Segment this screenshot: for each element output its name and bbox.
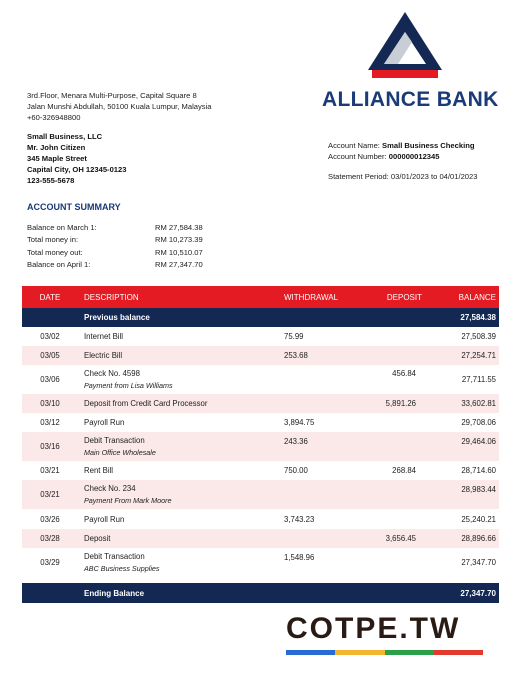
customer-line: Mr. John Citizen bbox=[27, 143, 86, 152]
summary-row bbox=[27, 234, 203, 246]
row-description bbox=[84, 436, 156, 457]
row-description-sub: Main Office Wholesale bbox=[84, 448, 156, 457]
row-deposit: 5,891.26 bbox=[385, 399, 416, 408]
account-name-value: Small Business Checking bbox=[382, 141, 475, 150]
table-row bbox=[22, 432, 499, 461]
summary-row bbox=[27, 247, 203, 259]
summary-label: Balance on April 1: bbox=[27, 259, 91, 269]
stripe-segment bbox=[434, 650, 483, 655]
summary-value: RM 27,347.70 bbox=[155, 259, 203, 269]
row-description-sub: Payment From Mark Moore bbox=[84, 496, 172, 505]
watermark-text: COTPE.TW bbox=[286, 612, 461, 645]
row-description-main: Check No. 4598 bbox=[84, 369, 140, 378]
summary-value: RM 10,273.39 bbox=[155, 235, 203, 245]
row-description: Deposit bbox=[84, 534, 111, 543]
account-name-row bbox=[328, 140, 474, 151]
row-date: 03/05 bbox=[40, 351, 60, 360]
row-withdrawal: 243.36 bbox=[284, 437, 308, 446]
row-description-main: Debit Transaction bbox=[84, 552, 145, 561]
row-date: 03/06 bbox=[40, 375, 60, 384]
header-withdrawal: WITHDRAWAL bbox=[284, 292, 339, 302]
previous-balance-value: 27,584.38 bbox=[460, 313, 496, 322]
customer-line: 345 Maple Street bbox=[27, 154, 87, 163]
customer-block bbox=[27, 131, 126, 186]
previous-balance-row bbox=[22, 308, 499, 327]
account-info bbox=[328, 140, 474, 162]
watermark-stripe bbox=[286, 650, 483, 655]
row-withdrawal: 253.68 bbox=[284, 351, 308, 360]
header-date: DATE bbox=[39, 292, 61, 302]
row-description-main: Debit Transaction bbox=[84, 436, 145, 445]
row-description bbox=[84, 484, 171, 505]
row-withdrawal: 3,894.75 bbox=[284, 418, 315, 427]
table-row bbox=[22, 394, 499, 413]
table-header bbox=[22, 286, 499, 308]
stripe-segment bbox=[286, 650, 335, 655]
row-date: 03/21 bbox=[40, 466, 60, 475]
table-row bbox=[22, 346, 499, 365]
summary-row bbox=[27, 259, 203, 271]
header-deposit: DEPOSIT bbox=[386, 292, 422, 302]
table-row bbox=[22, 365, 499, 394]
row-balance: 28,896.66 bbox=[461, 534, 496, 543]
row-withdrawal: 3,743.23 bbox=[284, 514, 315, 524]
summary-title: ACCOUNT SUMMARY bbox=[27, 202, 121, 212]
summary-label: Total money in: bbox=[27, 235, 79, 245]
address-line: Jalan Munshi Abdullah, 50100 Kuala Lumpur, Malaysia bbox=[27, 102, 212, 111]
row-date: 03/16 bbox=[40, 442, 60, 451]
row-date: 03/26 bbox=[40, 514, 60, 524]
table-row bbox=[22, 509, 499, 529]
row-description: Deposit from Credit Card Processor bbox=[84, 399, 208, 408]
account-number-row bbox=[328, 151, 474, 162]
row-date: 03/29 bbox=[40, 558, 60, 567]
row-balance: 29,708.06 bbox=[461, 418, 496, 427]
bank-logo bbox=[368, 12, 442, 82]
account-name-label: Account Name: bbox=[328, 141, 380, 150]
table-row bbox=[22, 461, 499, 480]
table-row bbox=[22, 480, 499, 509]
header-balance: BALANCE bbox=[458, 292, 496, 302]
row-deposit: 456.84 bbox=[392, 369, 416, 378]
table-row bbox=[22, 529, 499, 548]
row-description-main: Check No. 234 bbox=[84, 484, 136, 493]
row-description: Rent Bill bbox=[84, 466, 114, 475]
account-number-label: Account Number: bbox=[328, 152, 387, 161]
summary-label: Balance on March 1: bbox=[27, 223, 97, 232]
row-date: 03/10 bbox=[40, 399, 60, 408]
address-line: +60-326948800 bbox=[27, 113, 81, 122]
address-line: 3rd.Floor, Menara Multi-Purpose, Capital Square 8 bbox=[27, 91, 197, 100]
row-description: Electric Bill bbox=[84, 351, 123, 360]
account-summary bbox=[27, 222, 203, 271]
summary-value: RM 27,584.38 bbox=[155, 223, 203, 232]
row-balance: 27,347.70 bbox=[461, 558, 496, 567]
row-date: 03/12 bbox=[40, 418, 60, 427]
account-number-value: 000000012345 bbox=[388, 152, 440, 161]
row-description bbox=[84, 369, 173, 390]
row-balance: 28,983.44 bbox=[461, 485, 496, 494]
customer-line: 123-555-5678 bbox=[27, 176, 75, 185]
header-description: DESCRIPTION bbox=[84, 292, 139, 302]
row-withdrawal: 75.99 bbox=[284, 332, 304, 341]
row-deposit: 268.84 bbox=[392, 466, 416, 475]
row-balance: 29,464.06 bbox=[461, 437, 496, 446]
row-deposit: 3,656.45 bbox=[385, 534, 416, 543]
row-balance: 28,714.60 bbox=[461, 466, 496, 475]
table-row bbox=[22, 548, 499, 577]
customer-line: Small Business, LLC bbox=[27, 132, 103, 141]
table-row bbox=[22, 327, 499, 346]
row-balance: 27,711.55 bbox=[461, 375, 496, 384]
bank-name: ALLIANCE BANK bbox=[322, 88, 499, 111]
row-date: 03/28 bbox=[40, 534, 60, 543]
ending-balance-row bbox=[22, 583, 499, 603]
row-description: Payroll Run bbox=[84, 418, 125, 427]
table-row bbox=[22, 413, 499, 432]
row-description: Internet Bill bbox=[84, 332, 124, 341]
ending-balance-label: Ending Balance bbox=[84, 588, 145, 598]
row-description bbox=[84, 552, 160, 573]
statement-period: Statement Period: 03/01/2023 to 04/01/2023 bbox=[328, 172, 478, 181]
row-balance: 27,254.71 bbox=[461, 351, 496, 360]
stripe-segment bbox=[385, 650, 434, 655]
summary-value: RM 10,510.07 bbox=[155, 247, 203, 257]
bank-address bbox=[27, 90, 211, 123]
ending-balance-value: 27,347.70 bbox=[460, 588, 496, 598]
row-date: 03/21 bbox=[40, 490, 60, 499]
customer-line: Capital City, OH 12345-0123 bbox=[27, 165, 127, 174]
transactions-table bbox=[22, 286, 499, 603]
row-withdrawal: 1,548.96 bbox=[284, 553, 315, 562]
previous-balance-label: Previous balance bbox=[84, 313, 150, 322]
row-balance: 25,240.21 bbox=[461, 514, 496, 524]
row-date: 03/02 bbox=[40, 332, 60, 341]
summary-row bbox=[27, 222, 203, 234]
stripe-segment bbox=[335, 650, 384, 655]
row-description: Payroll Run bbox=[84, 514, 125, 524]
row-balance: 33,602.81 bbox=[461, 399, 496, 408]
row-description-sub: Payment from Lisa Williams bbox=[84, 381, 173, 390]
row-description-sub: ABC Business Supplies bbox=[84, 564, 160, 573]
summary-label: Total money out: bbox=[27, 247, 83, 257]
row-balance: 27,508.39 bbox=[461, 332, 496, 341]
row-withdrawal: 750.00 bbox=[284, 466, 308, 475]
